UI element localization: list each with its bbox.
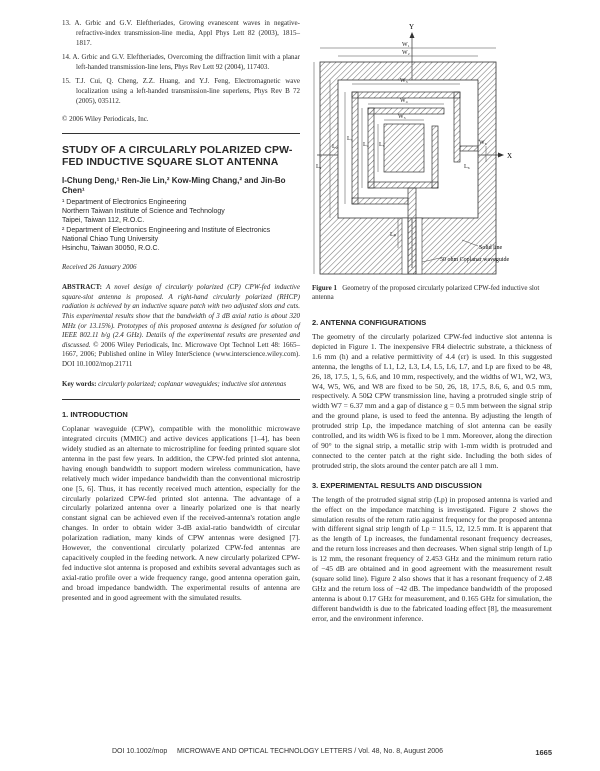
label-l2: L₂ (332, 144, 338, 150)
y-arrow-icon (410, 32, 415, 38)
label-w2: W₂ (402, 50, 410, 56)
label-l6: L₆ (464, 164, 470, 170)
intro-heading: 1. INTRODUCTION (62, 410, 128, 420)
configurations-text: The geometry of the circularly polarized CPW-fed inductive slot antenna is depicted in Figure 1. The inexpensive FR4 dielectric substrate, a thickness of 1.6 mm (h) and a relative permittivity of 4.4 (εr) is used. In this suggested antenna, the lengths of L1, L2, L3, L4, L5, L6, L7, and Lp are fixed to be 48, 26, 18, 17.5, 1, 5, 6.6, and 10 mm, respectively, and the widths of W1, W2, W3, W4, W5, W6, and W8 are fixed to be 50, 26, 18, 17.5, 8.6, 6, and 0.5 mm, respectively. A 50Ω CPW transmission line, having a protruded single strip of width W7 = 6.37 mm and a gap of distance g = 0.5 mm between the signal strip and the ground plane, is used to feed the antenna. By adjusting the length of protruded strip Lp, the impedance matching of slot antenna can be easily controlled, and its width W6 is fixed to be 1 mm. Moreover, along the direction of 90° to the signal strip, a metallic strip with 1-mm width is protruded and connected to the center patch at the right side. Including the both sides of protruded strip, the slots around the center patch are all 1 mm. (312, 332, 552, 470)
label-w3: W₃ (400, 78, 408, 84)
received-date: Received 26 January 2006 (62, 263, 137, 272)
label-w4: W₄ (400, 98, 408, 104)
affiliations (62, 198, 300, 253)
abstract (62, 283, 300, 369)
reference-list (62, 18, 300, 106)
figure-1 (312, 18, 552, 280)
x-arrow-icon (498, 153, 504, 158)
affiliation-line: National Chiao Tung University (62, 235, 159, 243)
right-column (312, 18, 552, 623)
caption-label: Figure 1 (312, 284, 337, 292)
label-w5: W₅ (398, 114, 406, 120)
footer-journal: MICROWAVE AND OPTICAL TECHNOLOGY LETTERS / Vol. 48, No. 8, August 2006 (177, 748, 443, 755)
copyright-notice: © 2006 Wiley Periodicals, Inc. (62, 115, 149, 123)
configurations-heading: 2. ANTENNA CONFIGURATIONS (312, 318, 427, 327)
results-text: The length of the protruded signal strip (Lp) in proposed antenna is varied and the effect on the impedance matching is investigated. Figure 2 shows the simulation results of the return ratio against frequency for the proposed antenna with different signal strip length of Lp = 11.5, 12, 12.5 mm. It is apparent that as the length of Lp increases, the fundamental resonant frequency decreases, and the return loss increases and then decreases. When signal strip length of Lp is 12 mm, the resonant frequency of 2.453 GHz and the minimum return ratio of −45 dB are obtained and in good agreement with the measurement result (square solid line). Figure 2 also shows that it has a resonant frequency of 2.48 GHz and the return loss of −42 dB. The impedance bandwidth of the proposed antenna is about 0.17 GHz for measurement, and 0.165 GHz for simulation, the different bandwidth is due to the fabricated loading effect [8], the measurement error, and the environment inference. (312, 494, 552, 623)
y-axis-label: Y (409, 23, 415, 31)
page-footer (112, 748, 552, 755)
caption-text: Geometry of the proposed circularly polarized CPW-fed inductive slot antenna (312, 284, 540, 301)
antenna-geometry-diagram (312, 18, 552, 280)
affiliation-line: Taipei, Taiwan 112, R.O.C. (62, 217, 145, 225)
label-l1: L₁ (316, 164, 322, 170)
reference-item: 14. A. Grbic and G.V. Eleftheriades, Overcoming the diffraction limit with a planar left-handed transmission-line lens, Phys Rev Lett 92 (2004), 117403. (62, 53, 300, 71)
abstract-label: ABSTRACT: (62, 283, 102, 292)
keywords-text: circularly polarized; coplanar waveguides; inductive slot antennas (98, 379, 287, 388)
keywords-label: Key words: (62, 379, 97, 388)
article-title: STUDY OF A CIRCULARLY POLARIZED CPW-FED INDUCTIVE SQUARE SLOT ANTENNA (62, 144, 293, 168)
reference-item: 15. T.J. Cui, Q. Cheng, Z.Z. Huang, and Y.J. Feng, Electromagnetic wave localization using a left-handed transmission-line superlens, Phys Rev B 72 (2005), 035112. (62, 77, 300, 105)
label-l5: L₅ (379, 142, 385, 148)
cpw-gap-left (402, 218, 408, 274)
cpw-gap-right (416, 218, 422, 274)
section-divider (62, 133, 300, 134)
page-number: 1665 (535, 748, 552, 757)
section-divider (62, 399, 300, 400)
keywords (62, 380, 300, 390)
label-w1: W₁ (402, 42, 410, 48)
results-heading: 3. EXPERIMENTAL RESULTS AND DISCUSSION (312, 480, 482, 490)
label-l4: L₄ (363, 142, 369, 148)
abstract-citation: © 2006 Wiley Periodicals, Inc. Microwave Opt Technol Lett 48: 1665–1667, 2006; Published online in Wiley InterScience (www.interscience.wiley.com). DOI 10.1002/mop.21711 (62, 340, 300, 368)
left-column (62, 18, 300, 602)
affiliation-line: Hsinchu, Taiwan 30050, R.O.C. (62, 245, 160, 253)
figure-caption (312, 284, 552, 302)
footer-doi: DOI 10.1002/mop (112, 748, 168, 755)
label-w6: W₆ (479, 140, 487, 146)
label-l3: L₃ (347, 136, 353, 142)
feed-label: 50 ohm Coplanar waveguide (440, 257, 510, 263)
author-list: I-Chung Deng,¹ Ren-Jie Lin,² Kow-Ming Chang,² and Jin-Bo Chen¹ (62, 176, 286, 195)
solid-line-label: Solid line (479, 245, 503, 251)
reference-item: 13. A. Grbic and G.V. Eleftheriades, Growing evanescent waves in negative-refractive-index transmission-line media, Appl Phys Lett 82 (2003), 1815–1817. (62, 19, 300, 47)
x-axis-label: X (507, 152, 513, 160)
intro-text: Coplanar waveguide (CPW), compatible with the monolithic microwave integrated circuits (MMIC) and active devices applications [1–4], has been widely studied as an alternate to microstripline for feeding printed square slot antenna in the past few years. In addition, the CPW-fed printed slot antenna, having enough bandwidth to support modern wireless communication, have relatively much wider impedance bandwidth than the conventional microstrip one [5, 6]. Thus, it has recently received much attention, especially for the circularly polarized CPW-fed printed slot antenna. The advantage of a circularly polarized antenna over a linearly polarized one is that nearly constant signal can be achieved even if the received-antenna's rotation angle changes. In order to obtain wider 3-dB axial-ratio bandwidth of circular polarization radiation, many kinds of CPW antennas were designed [7]. However, the conventional circularly polarized CPW-fed antennas are capacitively coupled in the feeding network. A new circularly polarized CPW-fed inductive slot antenna is proposed and exhibits several advantages such as axial-ratio profile over a wide frequency range, good antenna operation gain, and broad impedance bandwidth. The experimental results of antenna are presented and in good agreement with the simulated results. (62, 424, 300, 602)
label-lp: Lₚ (390, 232, 397, 238)
affiliation-line: Northern Taiwan Institute of Science and Technology (62, 208, 225, 216)
abstract-text: A novel design of circularly polarized (CP) CPW-fed inductive square-slot antenna is proposed. A right-hand circularly polarized (RHCP) radiation is achieved by an inductive square patch with two adjusted slots and cuts. This experimental results show that the bandwidth of 3 dB axial ratio is about 320 MHz (or 13.15%). Prototypes of this proposed antenna is designed for solution of IEEE 802.11 b/g (2.4 GHz). Details of the experimental results are presented and discussed. (62, 283, 301, 349)
affiliation-line: ¹ Department of Electronics Engineering (62, 199, 187, 206)
affiliation-line: ² Department of Electronics Engineering and Institute of Electronics (62, 226, 271, 234)
